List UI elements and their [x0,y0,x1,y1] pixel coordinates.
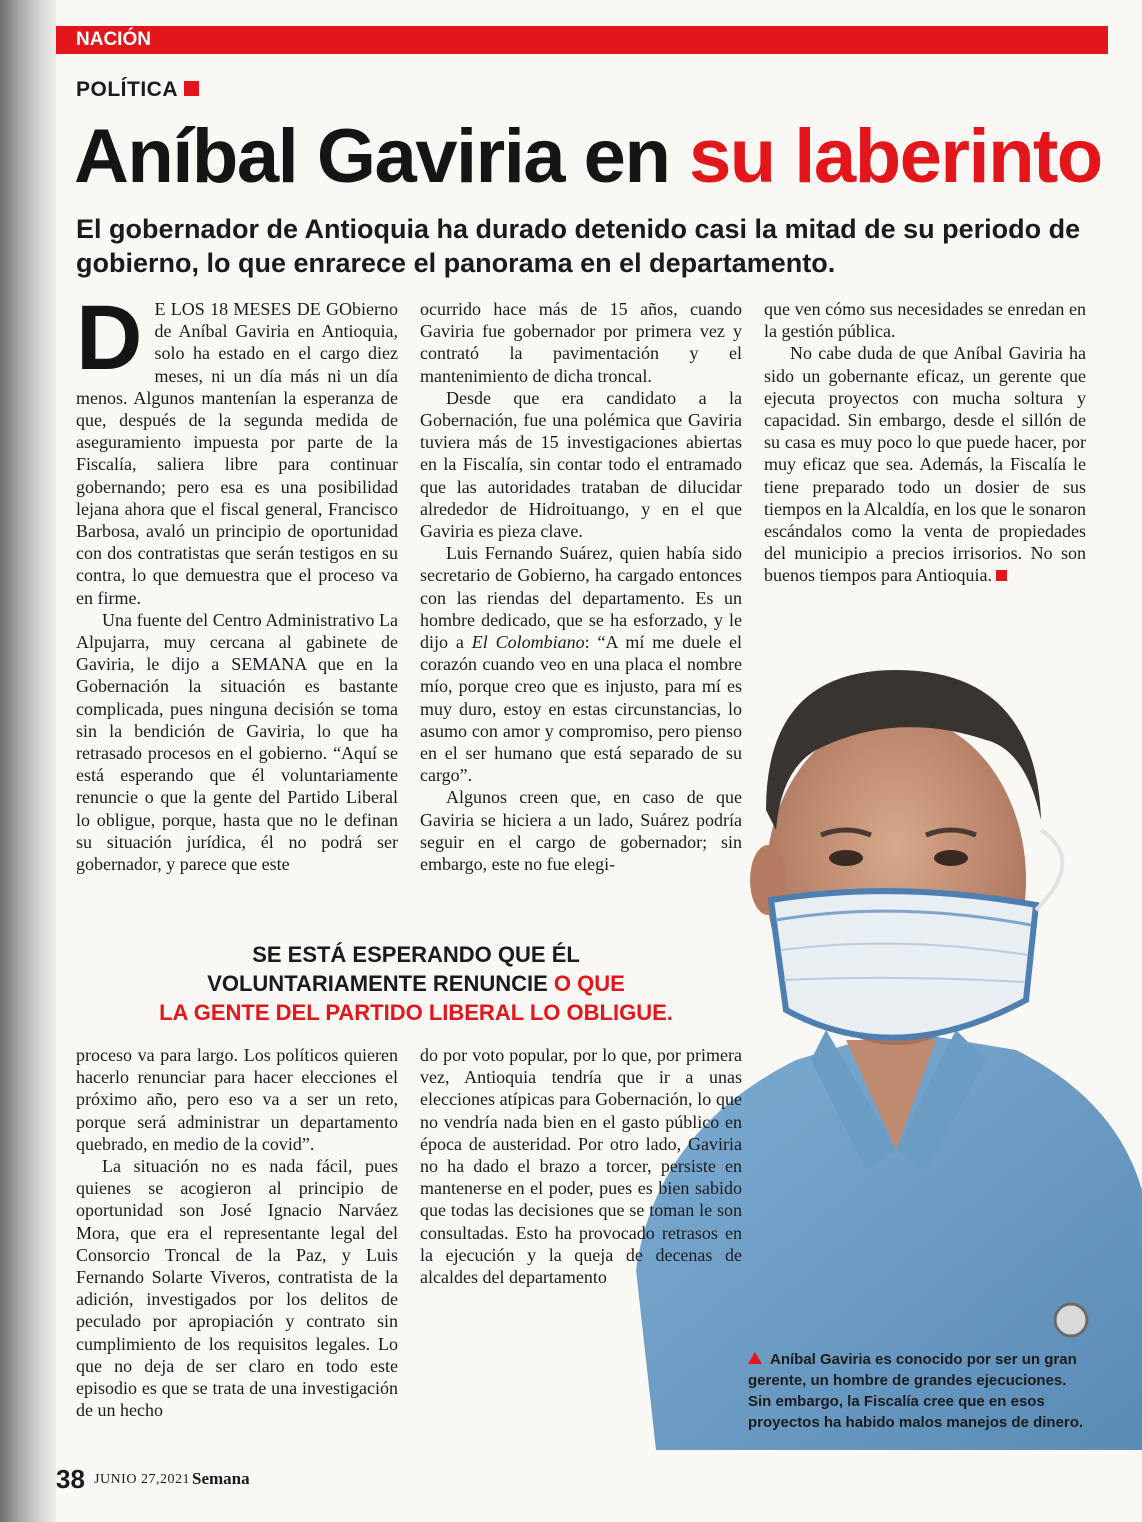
article-column-3 [764,298,1086,587]
paragraph [764,342,1086,586]
magazine-name: Semana [192,1469,250,1488]
headline-part2: su laberinto [689,114,1102,199]
red-square-icon [184,81,199,96]
triangle-up-icon [748,1352,762,1364]
article-column-2 [420,298,742,875]
photo-caption [748,1349,1093,1433]
paragraph-text: No cabe duda de que Aníbal Gaviria ha sido un gobernante eficaz, un gerente que ejecuta proyectos con mucha soltura y capacidad. Sin embargo, desde el sillón de su casa es muy poco lo que puede hacer, por muy eficaz que sea. Además, la Fiscalía le tiene preparado todo un dosier de sus tiempos en la Alcaldía, en los que le sonaron escándalos como la venta de propiedades del municipio a precios irrisorios. No son buenos tiempos para Antioquia. [764,343,1086,586]
eye-right [934,850,968,866]
headline [74,112,1114,202]
deck-subtitle: El gobernador de Antioquia ha durado detenido casi la mitad de su periodo de gobierno, lo que enrarece el panorama en el departamento. [76,214,1081,278]
section-header-bar [56,26,1108,54]
paragraph: La situación no es nada fácil, pues quienes se acogieron al principio de oportunidad son José Ignacio Narváez Mora, que era el representante legal del Consorcio Troncal de la Paz, y Luis Fernando Solarte Viveros, contratista de la adición, investigados por los delitos de peculado por apropiación y contrato sin cumplimiento de los requisitos legales. Lo que no deja de ser claro en todo este episodio es que se trata de una investigación de un hecho [76,1156,398,1421]
kicker-label: POLÍTICA [76,78,178,101]
paragraph-text: : “A mí me duele el corazón cuando veo en una placa el nombre mío, porque creo que es injusto, para mí es muy duro, estoy en estas circunstancias, lo asumo con amor y compromiso, pero pienso en el ser humano que está separado de su cargo”. [420,632,742,786]
end-mark-icon [996,570,1007,581]
article-column-1 [76,287,398,875]
page-number: 38 [56,1464,85,1494]
kicker [76,78,199,102]
lapel-pin-icon [1055,1304,1087,1336]
page-footer [56,1464,556,1494]
article-column-5 [420,1044,742,1288]
paragraph: ocurrido hace más de 15 años, cuando Gaviria fue gobernador por primera vez y contrató la pavimentación y el mantenimiento de dicha troncal. [420,299,742,386]
pull-quote-highlight: O QUE [553,971,625,996]
pull-quote-text: VOLUNTARIAMENTE RENUNCIE [207,971,554,996]
pull-quote [116,940,716,1027]
caption-text: Aníbal Gaviria es conocido por ser un gran gerente, un hombre de grandes ejecuciones. Sin embargo, la Fiscalía cree que en esos proyectos ha habido malos manejos de dinero. [748,1351,1084,1431]
article-column-4 [76,1044,398,1421]
pull-quote-line-1: SE ESTÁ ESPERANDO QUE ÉL [252,942,580,967]
paragraph: Una fuente del Centro Administrativo La Alpujarra, muy cercana al gabinete de Gaviria, le dijo a SEMANA que en la Gobernación la situación es bastante complicada, pues ninguna decisión se toma sin la bendición de Gaviria, lo que ha retrasado procesos en el gobierno. “Aquí se está esperando que él voluntariamente renuncie o que la gente del Partido Liberal lo obligue, porque, hasta que no le definan su situación jurídica, él no podrá ser gobernador, y parece que este [76,609,398,875]
issue-date: JUNIO 27,2021 [94,1472,190,1487]
paragraph [420,542,742,786]
mask-strap [1036,830,1062,910]
paragraph: proceso va para largo. Los políticos quieren hacerlo renunciar para hacer elecciones el próximo año, pero eso va a ser un reto, porque será administrar un departamento quebrado, en medio de la covid”. [76,1045,398,1154]
drop-cap: D [76,287,143,389]
paragraph-text: Luis Fernando Suárez, quien había sido secretario de Gobierno, ha cargado entonces con las riendas del departamento. Es un hombre dedicado, que se ha esforzado, y le dijo a [420,543,742,653]
paragraph: Algunos creen que, en caso de que Gaviria se hiciera a un lado, Suárez podría seguir en el cargo de gobernador; sin embargo, este no fue elegi- [420,787,742,875]
headline-part1: Aníbal Gaviria en [74,114,689,199]
page-gutter-shadow [0,0,56,1522]
face-mask-shape [771,891,1036,1038]
newspaper-name: El Colombiano [471,632,585,653]
section-label: NACIÓN [76,29,151,50]
paragraph: do por voto popular, por lo que, por primera vez, Antioquia tendría que ir a unas elecciones atípicas para Gobernación, lo que no vendría nada bien en el gasto público en época de austeridad. Por otro lado, Gaviria no ha dado el brazo a torcer, persiste en mantenerse en el poder, pues es bien sabido que todas las decisiones que se toman le son consultadas. Esto ha provocado retrasos en la ejecución y la queja de decenas de alcaldes del departamento [420,1045,742,1288]
paragraph: que ven cómo sus necesidades se enredan en la gestión pública. [764,299,1086,342]
pull-quote-line-3: LA GENTE DEL PARTIDO LIBERAL LO OBLIGUE. [159,1000,673,1025]
paragraph: E LOS 18 MESES DE GObierno de Aníbal Gaviria en Antioquia, solo ha estado en el cargo diez meses, ni un día más ni un día menos. Algunos mantenían la esperanza de que, después de la segunda medida de aseguramiento impuesta por parte de la Fiscalía, saliera libre para continuar gobernando; pero esa es una posibilidad lejana ahora que el fiscal general, Francisco Barbosa, avaló un principio de oportunidad con dos contratistas que serán testigos en su contra, lo que demuestra que el proceso va en firme. [76,299,398,608]
eye-left [829,850,863,866]
paragraph: Desde que era candidato a la Gobernación, fue una polémica que Gaviria tuviera más de 15 investigaciones abiertas en la Fiscalía, sin contar todo el entramado que las autoridades trataban de dilucidar alrededor de Hidroituango, y en el que Gaviria es pieza clave. [420,387,742,542]
pull-quote-line-2 [116,969,716,998]
magazine-page [56,0,1142,1522]
